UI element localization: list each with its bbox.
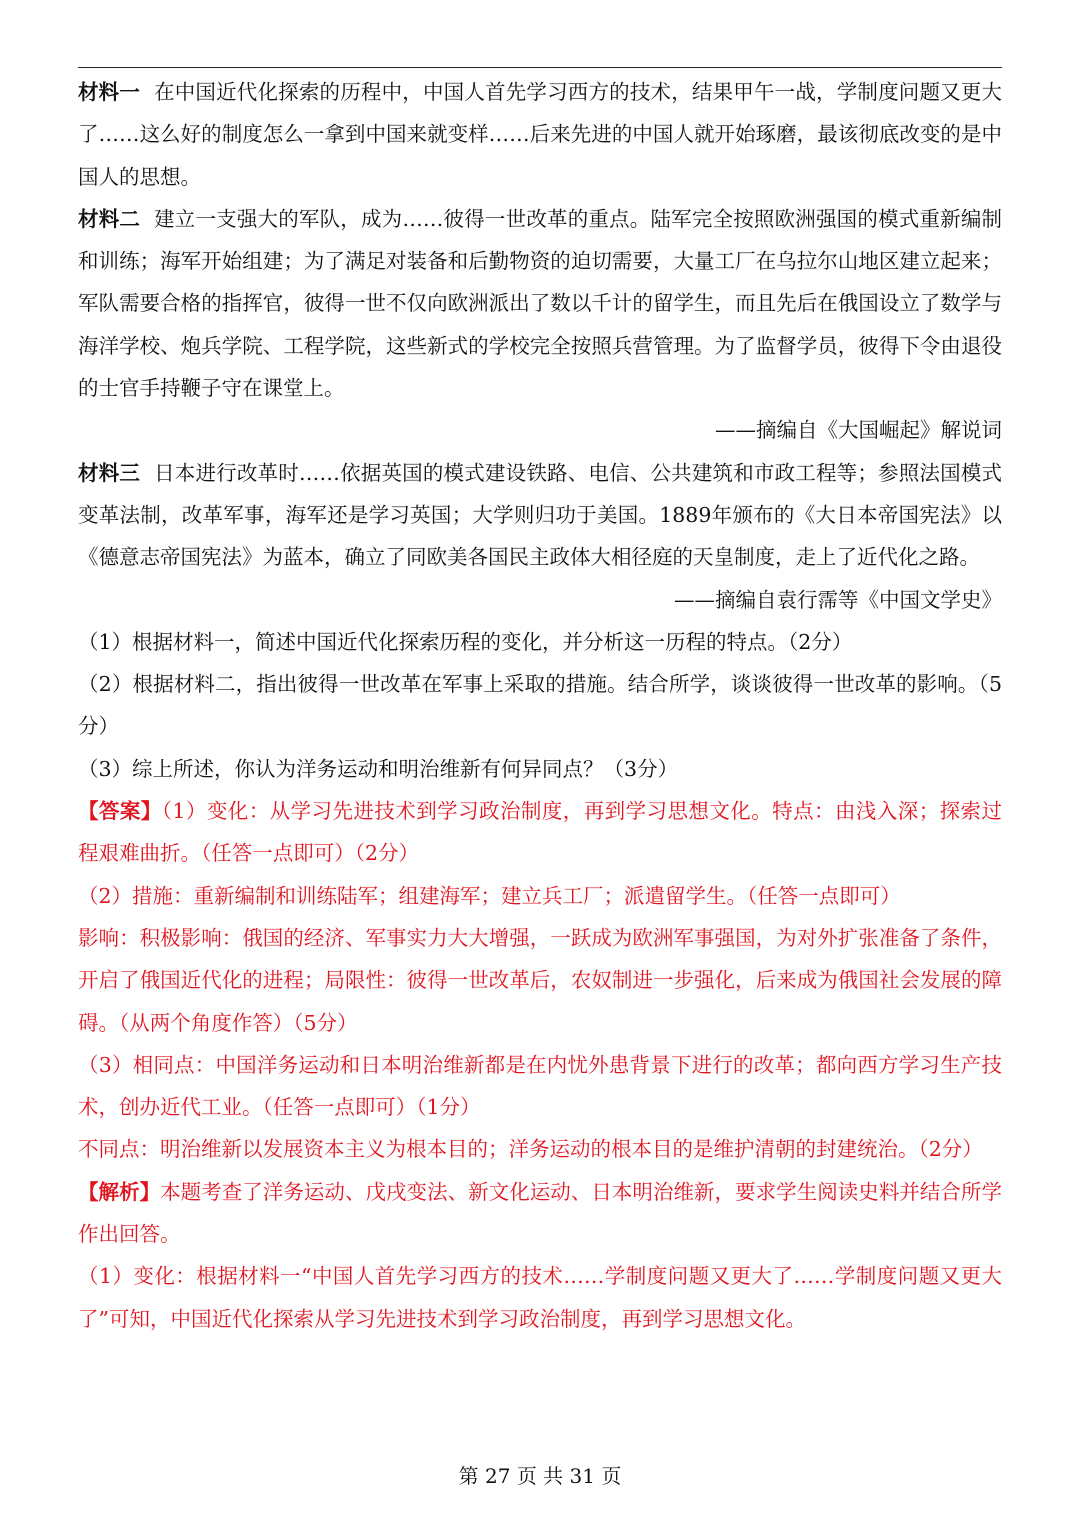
question-3: （3）综上所述，你认为洋务运动和明治维新有何异同点？（3分） [78,756,679,781]
material-3-text: 日本进行改革时……依据英国的模式建设铁路、电信、公共建筑和市政工程等；参照法国模式变革法制，改革军事，海军还是学习英国；大学则归功于美国。1889年颁布的《大日本帝国宪法》以《德意志帝国宪法》为蓝本，确立了同欧美各国民主政体大相径庭的天皇制度，走上了近代化之路。 [78,460,1003,570]
analysis-tag: 【解析】 [78,1179,161,1204]
material-2-text: 建立一支强大的军队，成为……彼得一世改革的重点。陆军完全按照欧洲强国的模式重新编制和训练；海军开始组建；为了满足对装备和后勤物资的迫切需要，大量工厂在乌拉尔山地区建立起来；军队需要合格的指挥官，彼得一世不仅向欧洲派出了数以千计的留学生，而且先后在俄国设立了数学与海洋学校、炮兵学院、工程学院，这些新式的学校完全按照兵营管理。为了监督学员，彼得下令由退役的士官手持鞭子守在课堂上。 [78,206,1003,401]
answer-part-2: （2）措施：重新编制和训练陆军；组建海军；建立兵工厂；派遣留学生。（任答一点即可） [78,883,901,908]
answer-tag: 【答案】 [78,799,162,824]
question-1: （1）根据材料一，简述中国近代化探索历程的变化，并分析这一历程的特点。（2分） [78,629,853,654]
question-2: （2）根据材料二，指出彼得一世改革在军事上采取的措施。结合所学，谈谈彼得一世改革的影响。（5分） [78,672,1002,739]
answer-part-1-text: （1）变化：从学习先进技术到学习政治制度，再到学习思想文化。特点：由浅入深；探索过程艰难曲折。（任答一点即可）（2分） [78,799,1002,866]
document-body [78,71,1002,1340]
analysis-intro [78,1171,1002,1256]
header-rule [78,67,1002,68]
page-number: 第 27 页 共 31 页 [458,1464,622,1488]
material-3-source: ——摘编自袁行霈等《中国文学史》 [674,587,1002,612]
material-2-label: 材料二 [78,206,141,231]
answer-part-1 [78,790,1002,875]
answer-part-3-differences: 不同点：明治维新以发展资本主义为根本目的；洋务运动的根本目的是维护清朝的封建统治。（2分） [78,1137,983,1162]
material-1-label: 材料一 [78,80,141,104]
answer-part-3-similarities: （3）相同点：中国洋务运动和日本明治维新都是在内忧外患背景下进行的改革；都向西方学习生产技术，创办近代工业。（任答一点即可）（1分） [78,1052,1002,1120]
material-3 [78,452,1002,579]
answer-part-2-impact: 影响：积极影响：俄国的经济、军事实力大大增强，一跃成为欧洲军事强国，为对外扩张准备了条件，开启了俄国近代化的进程；局限性：彼得一世改革后，农奴制进一步强化，后来成为俄国社会发展的障碍。（从两个角度作答）（5分） [78,925,1002,1035]
analysis-intro-text: 本题考查了洋务运动、戊戌变法、新文化运动、日本明治维新，要求学生阅读史料并结合所学作出回答。 [78,1179,1003,1247]
analysis-part-1: （1）变化：根据材料一“中国人首先学习西方的技术……学制度问题又更大了……学制度问题又更大了”可知，中国近代化探索从学习先进技术到学习政治制度，再到学习思想文化。 [78,1264,1002,1331]
material-2 [78,198,1002,409]
material-2-source: ——摘编自《大国崛起》解说词 [715,418,1002,443]
material-1 [78,71,1002,198]
material-1-text: 在中国近代化探索的历程中，中国人首先学习西方的技术，结果甲午一战，学制度问题又更大了……这么好的制度怎么一拿到中国来就变样……后来先进的中国人就开始琢磨，最该彻底改变的是中国人的思想。 [78,80,1003,189]
material-3-label: 材料三 [78,460,141,485]
